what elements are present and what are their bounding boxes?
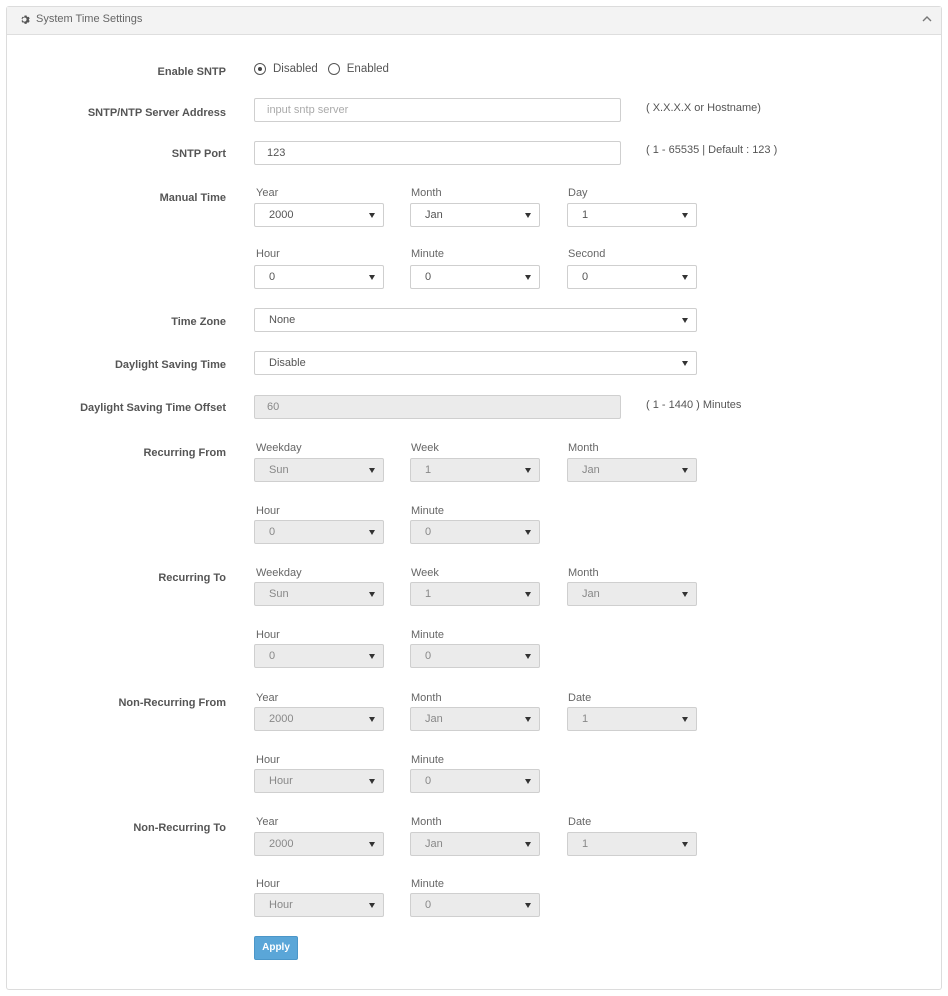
- non-recurring-to-label: Non-Recurring To: [133, 822, 226, 834]
- nrf-date-value: 1: [582, 713, 589, 725]
- recurring-to-label: Recurring To: [158, 572, 226, 584]
- caret-down-icon: [525, 213, 531, 218]
- rf-weekday-label: Weekday: [256, 442, 302, 454]
- rf-weekday-value: Sun: [269, 464, 289, 476]
- rf-weekday-select[interactable]: [254, 458, 384, 482]
- rt-weekday-select[interactable]: [254, 582, 384, 606]
- caret-down-icon: [525, 842, 531, 847]
- nrf-month-label: Month: [411, 692, 442, 704]
- enable-sntp-radio-group: [254, 63, 399, 75]
- manual-minute-label: Minute: [411, 248, 445, 260]
- rt-hour-value: 0: [269, 650, 276, 662]
- caret-down-icon: [369, 842, 375, 847]
- caret-down-icon: [369, 530, 375, 535]
- caret-down-icon: [682, 275, 688, 280]
- rt-week-value: 1: [425, 588, 432, 600]
- nrt-date-label: Date: [568, 816, 592, 828]
- manual-month-label: Month: [411, 187, 442, 199]
- nrt-month-value: Jan: [425, 838, 443, 850]
- nrt-year-label: Year: [256, 816, 279, 828]
- nrt-date-value: 1: [582, 838, 589, 850]
- rf-month-label: Month: [568, 442, 599, 454]
- manual-second-label: Second: [568, 248, 606, 260]
- rf-hour-label: Hour: [256, 505, 280, 517]
- caret-down-icon: [369, 275, 375, 280]
- nrt-hour-label: Hour: [256, 878, 280, 890]
- rf-month-value: Jan: [582, 464, 600, 476]
- dst-select[interactable]: [254, 351, 697, 375]
- sntp-port-input[interactable]: [254, 141, 621, 165]
- rt-month-select[interactable]: [567, 582, 697, 606]
- chevron-up-icon[interactable]: [921, 14, 933, 24]
- sntp-port-hint: ( 1 - 65535 | Default : 123 ): [646, 144, 778, 156]
- sntp-server-label: SNTP/NTP Server Address: [87, 107, 226, 119]
- radio-disabled[interactable]: [254, 63, 266, 75]
- gear-icon: [19, 14, 30, 25]
- rt-month-label: Month: [568, 567, 599, 579]
- caret-down-icon: [525, 592, 531, 597]
- nrt-year-select[interactable]: [254, 832, 384, 856]
- caret-down-icon: [682, 468, 688, 473]
- caret-down-icon: [525, 779, 531, 784]
- rt-week-select[interactable]: [410, 582, 540, 606]
- rt-minute-label: Minute: [411, 629, 445, 641]
- manual-hour-label: Hour: [256, 248, 280, 260]
- rt-hour-select[interactable]: [254, 644, 384, 668]
- caret-down-icon: [682, 717, 688, 722]
- manual-minute-value: 0: [425, 271, 432, 283]
- nrf-month-value: Jan: [425, 713, 443, 725]
- caret-down-icon: [525, 468, 531, 473]
- panel-header: [7, 7, 941, 35]
- nrf-year-select[interactable]: [254, 707, 384, 731]
- nrf-minute-label: Minute: [411, 754, 445, 766]
- dst-offset-hint: ( 1 - 1440 ) Minutes: [646, 399, 742, 411]
- non-recurring-from-label: Non-Recurring From: [118, 697, 226, 709]
- sntp-server-input[interactable]: [254, 98, 621, 122]
- rf-week-label: Week: [411, 442, 439, 454]
- nrt-year-value: 2000: [269, 838, 294, 850]
- rf-hour-select[interactable]: [254, 520, 384, 544]
- nrt-hour-select[interactable]: [254, 893, 384, 917]
- rt-month-value: Jan: [582, 588, 600, 600]
- nrf-minute-value: 0: [425, 775, 432, 787]
- manual-minute-select[interactable]: [410, 265, 540, 289]
- dst-offset-input[interactable]: [254, 395, 621, 419]
- radio-enabled[interactable]: [328, 63, 340, 75]
- rf-hour-value: 0: [269, 526, 276, 538]
- sntp-port-label: SNTP Port: [171, 148, 226, 160]
- caret-down-icon: [525, 275, 531, 280]
- dst-value: Disable: [269, 357, 306, 369]
- caret-down-icon: [682, 213, 688, 218]
- nrf-date-select[interactable]: [567, 707, 697, 731]
- apply-button[interactable]: Apply: [254, 936, 298, 960]
- nrt-hour-value: Hour: [269, 899, 293, 911]
- manual-year-label: Year: [256, 187, 279, 199]
- caret-down-icon: [369, 654, 375, 659]
- nrt-minute-label: Minute: [411, 878, 445, 890]
- nrt-date-select[interactable]: [567, 832, 697, 856]
- manual-month-select[interactable]: [410, 203, 540, 227]
- caret-down-icon: [525, 717, 531, 722]
- rf-week-value: 1: [425, 464, 432, 476]
- caret-down-icon: [525, 903, 531, 908]
- rt-minute-value: 0: [425, 650, 432, 662]
- manual-year-value: 2000: [269, 209, 294, 221]
- time-zone-select[interactable]: [254, 308, 697, 332]
- dst-offset-label: Daylight Saving Time Offset: [80, 402, 226, 414]
- time-zone-label: Time Zone: [171, 316, 226, 328]
- nrt-month-select[interactable]: [410, 832, 540, 856]
- manual-time-label: Manual Time: [159, 192, 226, 204]
- rf-month-select[interactable]: [567, 458, 697, 482]
- rt-weekday-label: Weekday: [256, 567, 302, 579]
- rt-hour-label: Hour: [256, 629, 280, 641]
- manual-day-select[interactable]: [567, 203, 697, 227]
- enable-sntp-label: Enable SNTP: [157, 66, 226, 78]
- manual-hour-select[interactable]: [254, 265, 384, 289]
- time-zone-value: None: [269, 314, 296, 326]
- caret-down-icon: [369, 468, 375, 473]
- nrf-year-label: Year: [256, 692, 279, 704]
- manual-second-value: 0: [582, 271, 589, 283]
- manual-hour-value: 0: [269, 271, 276, 283]
- recurring-from-label: Recurring From: [143, 447, 226, 459]
- manual-year-select[interactable]: [254, 203, 384, 227]
- nrf-hour-value: Hour: [269, 775, 293, 787]
- radio-disabled-label[interactable]: Disabled: [273, 63, 318, 75]
- rt-weekday-value: Sun: [269, 588, 289, 600]
- sntp-server-hint: ( X.X.X.X or Hostname): [646, 102, 761, 114]
- manual-month-value: Jan: [425, 209, 443, 221]
- caret-down-icon: [682, 361, 688, 366]
- caret-down-icon: [369, 717, 375, 722]
- manual-second-select[interactable]: [567, 265, 697, 289]
- caret-down-icon: [682, 592, 688, 597]
- dst-label: Daylight Saving Time: [114, 359, 226, 371]
- nrf-hour-label: Hour: [256, 754, 280, 766]
- caret-down-icon: [369, 592, 375, 597]
- nrt-minute-select[interactable]: [410, 893, 540, 917]
- caret-down-icon: [525, 530, 531, 535]
- caret-down-icon: [369, 213, 375, 218]
- rf-week-select[interactable]: [410, 458, 540, 482]
- rt-week-label: Week: [411, 567, 439, 579]
- nrf-minute-select[interactable]: [410, 769, 540, 793]
- rf-minute-label: Minute: [411, 505, 445, 517]
- manual-day-value: 1: [582, 209, 589, 221]
- caret-down-icon: [369, 779, 375, 784]
- panel-title: [19, 13, 142, 25]
- nrt-minute-value: 0: [425, 899, 432, 911]
- nrf-hour-select[interactable]: [254, 769, 384, 793]
- caret-down-icon: [369, 903, 375, 908]
- manual-day-label: Day: [568, 187, 588, 199]
- nrf-date-label: Date: [568, 692, 592, 704]
- caret-down-icon: [525, 654, 531, 659]
- rf-minute-select[interactable]: [410, 520, 540, 544]
- nrt-month-label: Month: [411, 816, 442, 828]
- caret-down-icon: [682, 318, 688, 323]
- caret-down-icon: [682, 842, 688, 847]
- nrf-month-select[interactable]: [410, 707, 540, 731]
- nrf-year-value: 2000: [269, 713, 294, 725]
- rf-minute-value: 0: [425, 526, 432, 538]
- panel-title-text: System Time Settings: [36, 13, 143, 25]
- rt-minute-select[interactable]: [410, 644, 540, 668]
- radio-enabled-label[interactable]: Enabled: [346, 63, 389, 75]
